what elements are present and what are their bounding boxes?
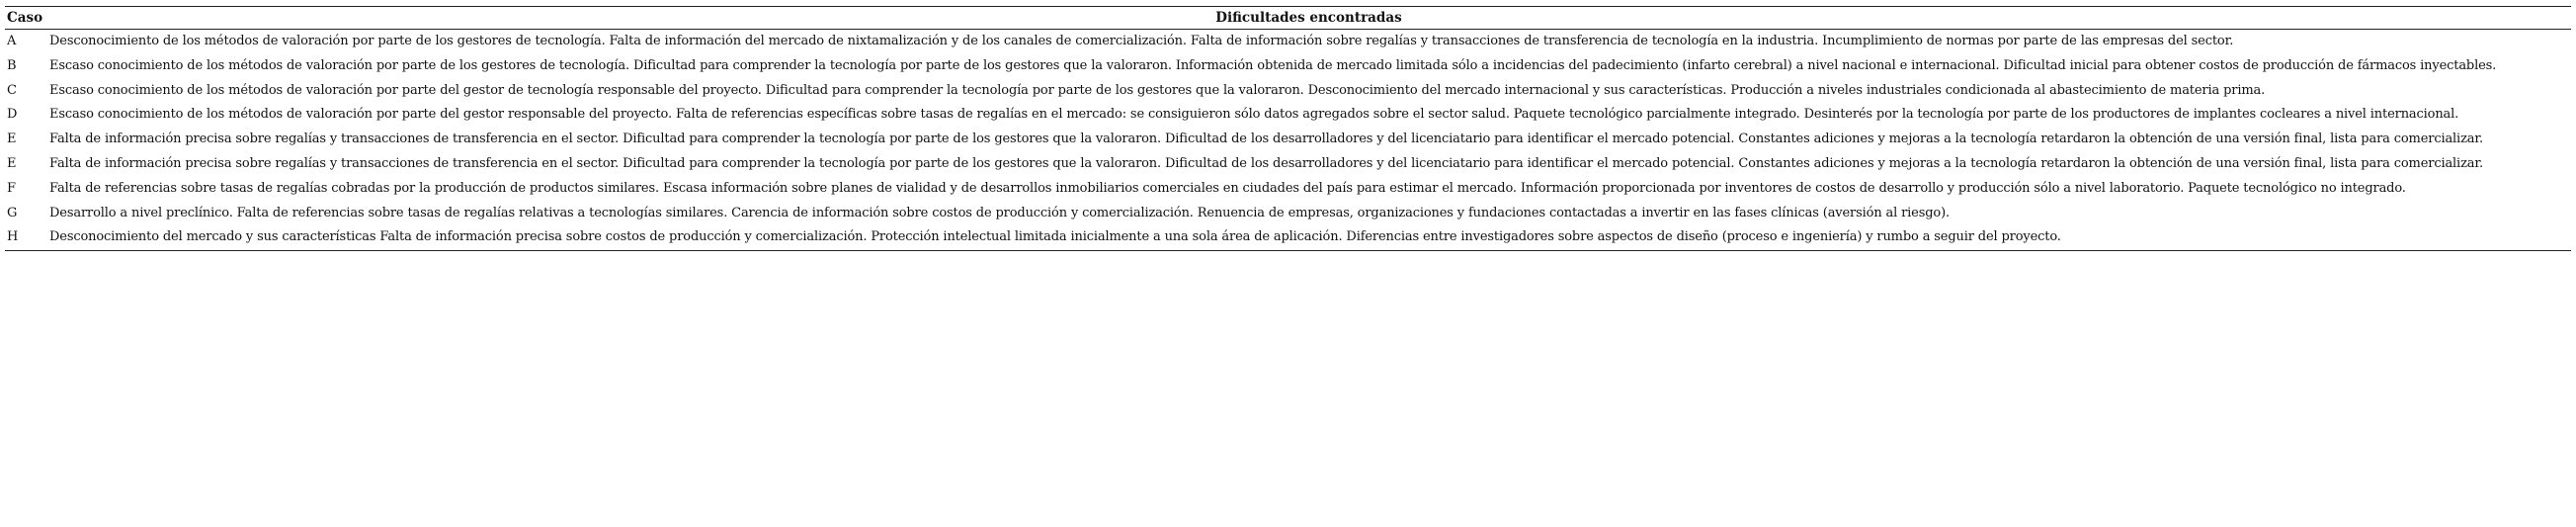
cell-caso: C [7,82,17,98]
cell-caso: A [7,34,17,48]
table-row [5,225,2571,250]
cell-dificultades: Falta de información precisa sobre regalías y transacciones de transferencia en el sector. Dificultad para comprender la tecnología por parte de los gestores que la valoraron. Dificultad de los desarrolladores y del licenciatario para identificar el mercado potencial. Constantes adiciones y mejoras a la tecnología retardaron la obtención de una versión final, lista para comercializar. [49,155,2483,171]
header-caso: Caso [7,10,43,26]
cell-dificultades: Desarrollo a nivel preclínico. Falta de referencias sobre tasas de regalías relativas a tecnologías similares. Carencia de información sobre costos de producción y comercialización. Renuencia de empresas, organizaciones y fundaciones contactadas a invertir en las fases clínicas (aversión al riesgo). [49,205,1950,220]
difficulties-table-container [5,6,2571,251]
cell-caso: E [7,155,17,171]
table-row [5,177,2571,202]
table-row [5,202,2571,226]
header-dificultades: Dificultades encontradas [1215,10,1402,26]
cell-caso: F [7,180,17,196]
table-row [5,128,2571,152]
difficulties-table [5,6,2571,251]
cell-dificultades: Falta de información precisa sobre regalías y transacciones de transferencia en el sector. Dificultad para comprender la tecnología por parte de los gestores que la valoraron. Dificultad de los desarrolladores y del licenciatario para identificar el mercado potencial. Constantes adiciones y mejoras a la tecnología retardaron la obtención de una versión final, lista para comercializar. [49,132,2483,147]
cell-dificultades: Escaso conocimiento de los métodos de valoración por parte del gestor responsable del proyecto. Falta de referencias específicas sobre tasas de regalías en el mercado: se consiguieron sólo datos agregados sobre el sector salud. Paquete tecnológico parcialmente integrado. Desinterés por la tecnología por parte de los productores de implantes cocleares a nivel internacional. [49,107,2459,123]
table-row [5,152,2571,177]
cell-dificultades: Escaso conocimiento de los métodos de valoración por parte del gestor de tecnología responsable del proyecto. Dificultad para comprender la tecnología por parte de los gestores que la valoraron. Desconocimiento del mercado internacional y sus características. Producción a niveles industriales condicionada al abastecimiento de materia prima. [49,82,2266,98]
cell-caso: E [7,132,17,147]
table-row [5,54,2571,79]
cell-caso: H [7,229,19,245]
cell-dificultades: Escaso conocimiento de los métodos de valoración por parte de los gestores de tecnología. Dificultad para comprender la tecnología por parte de los gestores que la valoraron. Información obtenida de mercado limitada sólo a incidencias del padecimiento (infarto cerebral) a nivel nacional e internacional. Dificultad inicial para obtener costos de producción de fármacos inyectables. [49,57,2497,73]
cell-caso: B [7,57,17,73]
cell-caso: G [7,205,18,220]
cell-dificultades: Falta de referencias sobre tasas de regalías cobradas por la producción de productos similares. Escasa información sobre planes de vialidad y de desarrollos inmobiliarios comerciales en ciudades del país para estimar el mercado. Información proporcionada por inventores de costos de desarrollo y producción sólo a nivel laboratorio. Paquete tecnológico no integrado. [49,180,2406,196]
header-row [5,7,2571,30]
table-row [5,30,2571,54]
cell-caso: D [7,107,18,123]
table-body [5,30,2571,251]
cell-dificultades: Desconocimiento del mercado y sus características Falta de información precisa sobre costos de producción y comercialización. Protección intelectual limitada inicialmente a una sola área de aplicación. Diferencias entre investigadores sobre aspectos de diseño (proceso e ingeniería) y rumbo a seguir del proyecto. [49,229,2061,245]
table-row [5,103,2571,128]
cell-dificultades: Desconocimiento de los métodos de valoración por parte de los gestores de tecnología. Falta de información del mercado de nixtamalización y de los canales de comercialización. Falta de información sobre regalías y transacciones de transferencia de tecnología en la industria. Incumplimiento de normas por parte de las empresas del sector. [49,34,2234,48]
table-header [5,7,2571,30]
table-row [5,79,2571,104]
